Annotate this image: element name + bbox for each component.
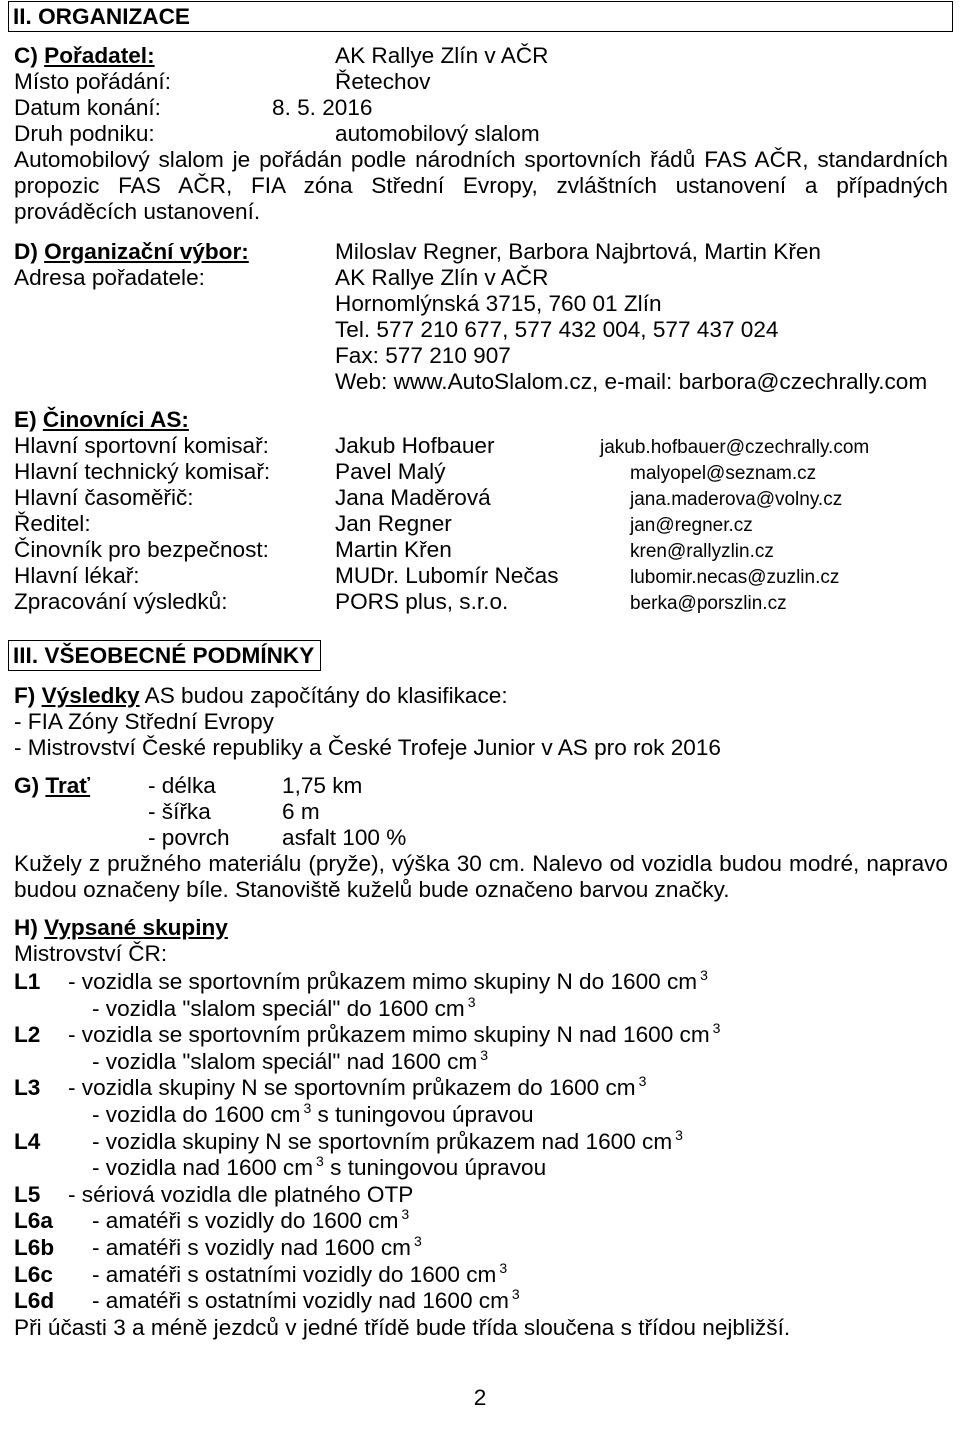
track-param-name: - délka [148, 773, 216, 798]
groups-merge-note: Při účasti 3 a méně jezdců v jedné třídě bude třída sloučena s třídou nejbližší. [14, 1314, 791, 1340]
committee-info [14, 239, 948, 395]
results-heading [14, 683, 948, 709]
groups-heading [14, 915, 948, 941]
group-row [14, 1208, 948, 1235]
results-section [14, 683, 948, 761]
track-row [14, 773, 948, 799]
official-role: Hlavní lékař: [14, 563, 140, 588]
section-letter-h: H) [14, 915, 38, 940]
vybor-label [14, 239, 335, 265]
track-param-name: - šířka [148, 799, 211, 824]
superscript: 3 [499, 1259, 508, 1276]
official-row [14, 433, 948, 459]
superscript: 3 [401, 1206, 410, 1223]
vybor-value: Miloslav Regner, Barbora Najbrtová, Martin Křen [335, 239, 821, 264]
section-letter-e: E) [14, 407, 37, 432]
group-desc: - vozidla se sportovním průkazem mimo skupiny N nad 1600 cm [68, 1022, 710, 1048]
official-row [14, 459, 948, 485]
official-email: jana.maderova@volny.cz [630, 489, 843, 510]
official-row [14, 537, 948, 563]
official-name: Martin Křen [335, 537, 452, 562]
regulations-paragraph: Automobilový slalom je pořádán podle národních sportovních řádů FAS AČR, standardních propozic FAS AČR, FIA zóna Střední Evropy, zvláštních ustanovení a případných prováděcích ustanovení. [14, 147, 948, 224]
official-email: malyopel@seznam.cz [630, 463, 817, 484]
results-item: - Mistrovství České republiky a České Trofeje Junior v AS pro rok 2016 [14, 735, 721, 760]
track-param-value: 1,75 km [282, 773, 363, 798]
datum-label: Datum konání: [14, 95, 161, 120]
web-email-line: Web: www.AutoSlalom.cz, e-mail: barbora@czechrally.com [335, 369, 928, 394]
superscript: 3 [675, 1126, 683, 1143]
group-row [14, 1232, 948, 1262]
track-section [14, 773, 948, 903]
group-code: L4 [14, 1128, 41, 1154]
adresa-line: AK Rallye Zlín v AČR [335, 265, 549, 290]
misto-row [14, 69, 948, 95]
vybor-heading: Organizační výbor: [44, 239, 249, 264]
druh-row [14, 121, 948, 147]
poradatel-row [14, 43, 948, 69]
track-param-name: - povrch [148, 825, 230, 850]
section-letter-f: F) [14, 683, 36, 708]
group-desc: - vozidla skupiny N se sportovním průkazem do 1600 cm [68, 1075, 636, 1101]
section-header-organizace: II. ORGANIZACE [8, 1, 953, 32]
adresa-label: Adresa pořadatele: [14, 265, 205, 290]
official-email: jakub.hofbauer@czechrally.com [600, 437, 870, 458]
misto-value: Řetechov [335, 69, 431, 94]
poradatel-heading: Pořadatel: [44, 43, 155, 68]
results-title: Výsledky [41, 683, 140, 708]
official-role: Ředitel: [14, 511, 91, 536]
official-row [14, 589, 948, 615]
group-code: L1 [14, 969, 41, 994]
official-email: kren@rallyzlin.cz [630, 541, 774, 562]
superscript: 3 [467, 993, 476, 1010]
group-row [14, 1075, 948, 1102]
group-code: L6b [14, 1234, 55, 1260]
track-row [14, 825, 948, 851]
group-row [14, 969, 948, 996]
group-code: L6a [14, 1208, 53, 1234]
groups-heading-block [14, 915, 948, 967]
superscript: 3 [413, 1232, 422, 1249]
official-name: MUDr. Lubomír Nečas [335, 563, 559, 588]
group-row [14, 1126, 948, 1156]
official-name: Jan Regner [335, 511, 452, 536]
adresa-row [14, 265, 948, 291]
phone-line: Tel. 577 210 677, 577 432 004, 577 437 024 [335, 317, 779, 342]
group-row [14, 1022, 948, 1049]
group-code: L3 [14, 1075, 41, 1101]
official-row [14, 511, 948, 537]
track-param-value: 6 m [282, 799, 320, 824]
superscript: 3 [700, 967, 708, 983]
organizer-info [14, 43, 948, 225]
vybor-row [14, 239, 948, 265]
datum-row [14, 95, 948, 121]
superscript: 3 [316, 1153, 324, 1170]
official-email: berka@porszlin.cz [630, 593, 787, 614]
group-desc: - vozidla skupiny N se sportovním průkazem nad 1600 cm [92, 1128, 673, 1154]
druh-label: Druh podniku: [14, 121, 155, 146]
track-row [14, 799, 948, 825]
official-row [14, 563, 948, 589]
officials-list [14, 407, 948, 615]
official-name: PORS plus, s.r.o. [335, 589, 509, 614]
group-desc: - vozidla "slalom speciál" nad 1600 cm [92, 1048, 478, 1074]
officials-heading [14, 407, 948, 433]
superscript: 3 [303, 1099, 312, 1116]
group-subrow [14, 993, 948, 1023]
official-name: Pavel Malý [335, 459, 446, 484]
poradatel-label [14, 43, 335, 69]
superscript: 3 [638, 1073, 647, 1090]
official-email: jan@regner.cz [630, 515, 753, 536]
datum-value: 8. 5. 2016 [272, 95, 373, 120]
cones-paragraph: Kužely z pružného materiálu (pryže), výška 30 cm. Nalevo od vozidla budou modré, napravo budou označeny bíle. Stanoviště kuželů bude označeno barvou značky. [14, 851, 948, 902]
group-desc: - amatéři s vozidly nad 1600 cm [92, 1234, 411, 1260]
track-param-value: asfalt 100 % [282, 825, 407, 850]
druh-value: automobilový slalom [335, 121, 540, 146]
adresa-line: Hornomlýnská 3715, 760 01 Zlín [335, 291, 662, 316]
official-role: Hlavní časoměřič: [14, 485, 194, 510]
group-subrow [14, 1099, 948, 1129]
official-role: Hlavní sportovní komisař: [14, 433, 269, 458]
group-desc: - vozidla do 1600 cm [92, 1101, 301, 1127]
group-desc: - sériová vozidla dle platného OTP [68, 1181, 414, 1207]
fax-line: Fax: 577 210 907 [335, 343, 511, 368]
results-text: AS budou započítány do klasifikace: [144, 683, 508, 708]
section-header-podminky: III. VŠEOBECNÉ PODMÍNKY [8, 640, 321, 671]
groups-title: Vypsané skupiny [44, 915, 228, 940]
results-item: - FIA Zóny Střední Evropy [14, 709, 274, 734]
track-heading [14, 773, 148, 799]
group-subrow [14, 1046, 948, 1076]
official-role: Činovník pro bezpečnost: [14, 537, 269, 562]
group-code: L6c [14, 1261, 53, 1287]
section-letter-c: C) [14, 43, 38, 68]
page-number: 2 [473, 1385, 487, 1410]
officials-title: Činovníci AS: [42, 407, 189, 432]
group-code: L6d [14, 1288, 55, 1314]
official-name: Jana Maděrová [335, 485, 491, 510]
groups-list [14, 969, 948, 1341]
group-desc: - vozidla nad 1600 cm [92, 1155, 314, 1181]
official-row [14, 485, 948, 511]
group-desc: - amatéři s vozidly do 1600 cm [92, 1208, 399, 1234]
group-desc: - vozidla "slalom speciál" do 1600 cm [92, 995, 465, 1021]
superscript: 3 [511, 1286, 520, 1303]
group-code: L2 [14, 1022, 41, 1048]
misto-label: Místo pořádání: [14, 69, 171, 94]
group-desc-tail: s tuningovou úpravou [311, 1101, 534, 1127]
poradatel-value: AK Rallye Zlín v AČR [335, 43, 549, 68]
group-subrow [14, 1155, 948, 1182]
superscript: 3 [480, 1046, 489, 1063]
superscript: 3 [712, 1020, 721, 1037]
group-desc: - amatéři s ostatními vozidly do 1600 cm [92, 1261, 497, 1287]
section-letter-g: G) [14, 773, 40, 798]
track-title: Trať [45, 773, 91, 798]
official-role: Hlavní technický komisař: [14, 459, 271, 484]
official-email: lubomir.necas@zuzlin.cz [630, 567, 840, 588]
group-desc-tail: s tuningovou úpravou [323, 1155, 547, 1181]
group-row [14, 1288, 948, 1315]
group-desc: - amatéři s ostatními vozidly nad 1600 cm [92, 1288, 509, 1314]
official-role: Zpracování výsledků: [14, 589, 228, 614]
group-code: L5 [14, 1181, 41, 1207]
section-letter-d: D) [14, 239, 38, 264]
group-row [14, 1182, 948, 1209]
group-desc: - vozidla se sportovním průkazem mimo skupiny N do 1600 cm [68, 969, 698, 994]
groups-subtitle: Mistrovství ČR: [14, 941, 168, 966]
group-row [14, 1259, 948, 1289]
official-name: Jakub Hofbauer [335, 433, 495, 458]
